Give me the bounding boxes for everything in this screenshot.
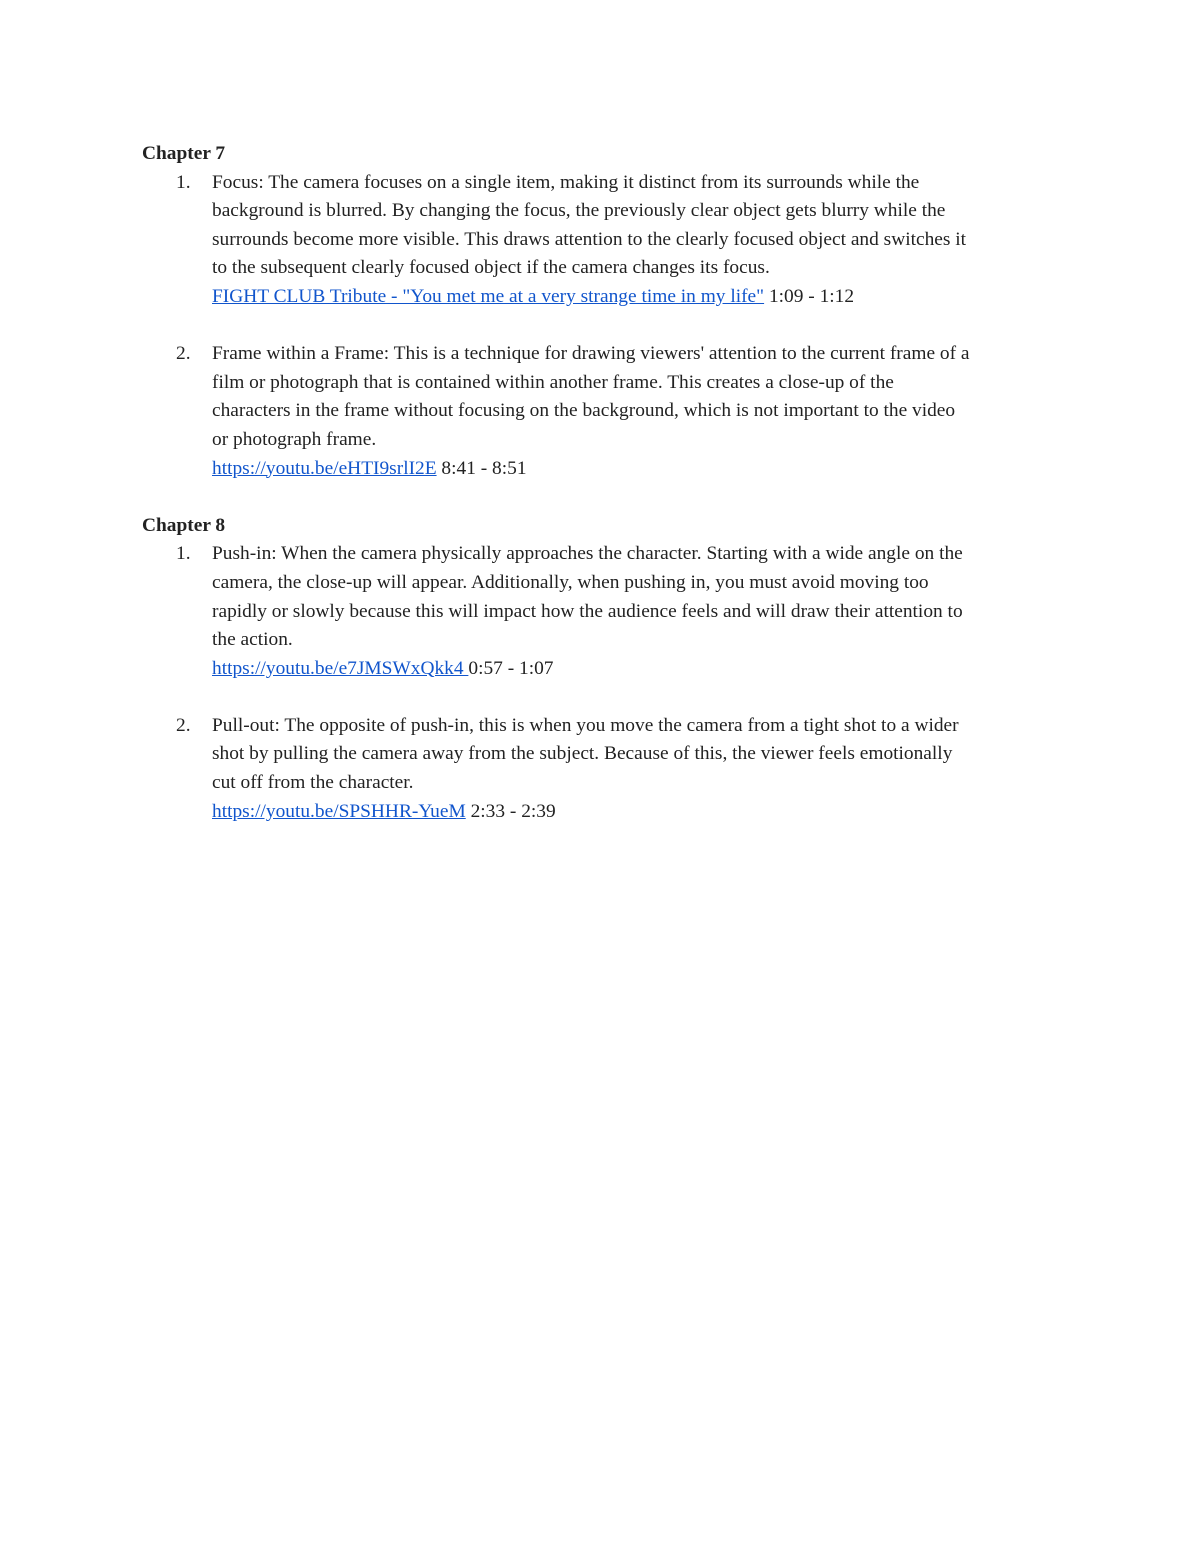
item-text-line: Frame within a Frame: This is a technique for drawing viewers' attention to the current frame of a <box>212 343 970 365</box>
timestamp: 0:57 - 1:07 <box>468 657 554 679</box>
timestamp: 1:09 - 1:12 <box>764 285 855 307</box>
list-item-push-in <box>142 540 1072 683</box>
list-item-pull-out <box>142 712 1072 826</box>
item-text-line: cut off from the character. <box>212 772 414 794</box>
item-text-line: film or photograph that is contained within another frame. This creates a close-up of the <box>212 371 894 393</box>
item-text-line: surrounds become more visible. This draws attention to the clearly focused object and switches it <box>212 228 967 250</box>
chapter-8-section <box>142 512 1072 827</box>
item-text-line: characters in the frame without focusing on the background, which is not important to the video <box>212 400 956 422</box>
timestamp: 2:33 - 2:39 <box>465 800 556 822</box>
item-text-line: camera, the close-up will appear. Additionally, when pushing in, you must avoid moving too <box>212 571 929 593</box>
chapter-7-section <box>142 140 1072 483</box>
chapter-8-list <box>142 540 1072 826</box>
video-reference <box>212 798 1072 827</box>
document-page <box>142 140 1072 826</box>
video-reference <box>212 655 1072 684</box>
item-text-line: or photograph frame. <box>212 428 377 450</box>
item-text-line: shot by pulling the camera away from the subject. Because of this, the viewer feels emotionally <box>212 743 953 765</box>
item-text-line: to the subsequent clearly focused object if the camera changes its focus. <box>212 257 770 279</box>
chapter-heading: Chapter 8 <box>142 514 226 536</box>
item-text-line: rapidly or slowly because this will impact how the audience feels and will draw their attention to <box>212 600 963 622</box>
item-text-line: Push-in: When the camera physically approaches the character. Starting with a wide angle on the <box>212 543 963 565</box>
timestamp: 8:41 - 8:51 <box>436 457 527 479</box>
video-link[interactable]: FIGHT CLUB Tribute - "You met me at a very strange time in my life" <box>212 285 765 307</box>
item-text-line: Pull-out: The opposite of push-in, this is when you move the camera from a tight shot to a wider <box>212 714 959 736</box>
video-reference <box>212 283 1072 312</box>
chapter-7-list <box>142 169 1072 484</box>
item-text-line: the action. <box>212 629 293 651</box>
list-item-frame-within-frame <box>142 340 1072 483</box>
video-link[interactable]: https://youtu.be/e7JMSWxQkk4 <box>212 657 469 679</box>
video-link[interactable]: https://youtu.be/eHTI9srlI2E <box>212 457 437 479</box>
list-number: 1. <box>176 543 191 565</box>
list-number: 2. <box>176 343 191 365</box>
list-number: 2. <box>176 714 191 736</box>
list-number: 1. <box>176 171 191 193</box>
item-text-line: Focus: The camera focuses on a single item, making it distinct from its surrounds while the <box>212 171 920 193</box>
chapter-heading: Chapter 7 <box>142 143 226 164</box>
item-text-line: background is blurred. By changing the focus, the previously clear object gets blurry while the <box>212 200 946 222</box>
list-item-focus <box>142 169 1072 312</box>
video-reference <box>212 455 1072 484</box>
video-link[interactable]: https://youtu.be/SPSHHR-YueM <box>212 800 466 822</box>
